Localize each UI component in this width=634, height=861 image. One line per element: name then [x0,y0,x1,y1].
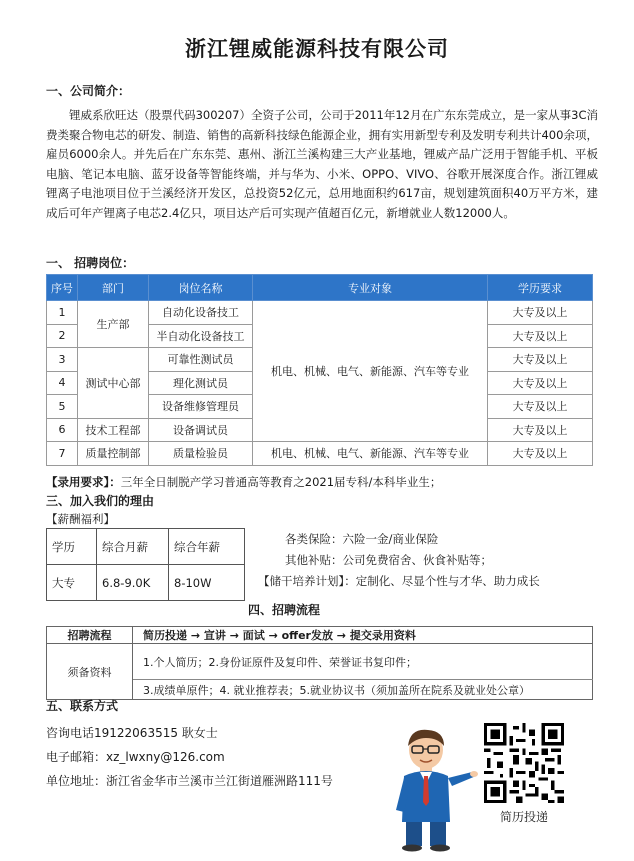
join-heading: 三、加入我们的理由 [46,494,155,508]
table-row [47,301,593,325]
edu-cell: 大专及以上 [488,348,593,372]
dept-cell: 技术工程部 [78,418,149,442]
position-cell: 可靠性测试员 [149,348,253,372]
dept-cell: 测试中心部 [78,348,149,419]
table-row [47,565,245,601]
salary-header-edu: 学历 [47,529,97,565]
major-cell: 机电、机械、电气、新能源、汽车等专业 [253,442,488,466]
row-no: 5 [47,395,78,419]
row-no: 7 [47,442,78,466]
materials-line-1: 1.个人简历；2.身份证原件及复印件、荣誉证书复印件； [133,644,593,680]
position-cell: 质量检验员 [149,442,253,466]
edu-cell: 大专及以上 [488,395,593,419]
allowance-text: 其他补贴：公司免费宿舍、伙食补贴等； [285,553,492,567]
training-label: 【储干培养计划】 [258,574,345,588]
col-header-dept: 部门 [78,275,149,301]
intro-heading: 一、公司简介： [46,84,131,98]
table-row [47,442,593,466]
salary-header-annual: 综合年薪 [169,529,245,565]
row-no: 1 [47,301,78,325]
dept-cell: 生产部 [78,301,149,348]
major-cell: 机电、机械、电气、新能源、汽车等专业 [253,301,488,442]
salary-edu: 大专 [47,565,97,601]
dept-cell: 质量控制部 [78,442,149,466]
edu-cell: 大专及以上 [488,301,593,325]
welfare-label: 【薪酬福利】 [46,512,115,526]
edu-cell: 大专及以上 [488,418,593,442]
qr-label: 简历投递 [499,810,548,824]
row-no: 4 [47,371,78,395]
jobs-header-row [47,275,593,301]
materials-label: 须备资料 [47,644,133,700]
contact-phone: 咨询电话19122063515 耿女士 [46,726,218,740]
position-cell: 自动化设备技工 [149,301,253,325]
contact-address: 单位地址：浙江省金华市兰溪市兰江街道雁洲路111号 [46,774,333,788]
row-no: 3 [47,348,78,372]
process-heading: 四、招聘流程 [248,603,321,617]
requirement-text: 三年全日制脱产学习普通高等教育之2021届专科/本科毕业生； [120,475,442,489]
requirement-label: 【录用要求】： [46,475,121,489]
position-cell: 设备调试员 [149,418,253,442]
position-cell: 设备维修管理员 [149,395,253,419]
insurance-text: 各类保险：六险一金/商业保险 [285,532,439,546]
col-header-major: 专业对象 [253,275,488,301]
row-no: 2 [47,324,78,348]
position-cell: 半自动化设备技工 [149,324,253,348]
contact-email: 电子邮箱：xz_lwxny@126.com [46,750,225,764]
process-label: 招聘流程 [47,627,133,644]
table-row [47,529,245,565]
contact-heading: 五、联系方式 [46,699,119,713]
materials-line-2: 3.成绩单原件；4. 就业推荐表；5.就业协议书（须加盖所在院系及就业处公章） [133,680,593,700]
col-header-edu: 学历要求 [488,275,593,301]
process-table [46,626,593,700]
presenter-illustration [386,726,478,852]
edu-cell: 大专及以上 [488,442,593,466]
salary-header-monthly: 综合月薪 [97,529,169,565]
salary-monthly: 6.8-9.0K [97,565,169,601]
table-row [47,627,593,644]
table-row [47,644,593,680]
salary-table [46,528,245,601]
salary-annual: 8-10W [169,565,245,601]
qr-code [484,723,564,803]
row-no: 6 [47,418,78,442]
requirement-line [46,474,441,490]
edu-cell: 大专及以上 [488,371,593,395]
jobs-heading: 一、 招聘岗位： [46,256,135,270]
jobs-table [46,274,593,466]
edu-cell: 大专及以上 [488,324,593,348]
process-steps: 简历投递 → 宣讲 → 面试 → offer发放 → 提交录用资料 [133,627,593,644]
training-text: ：定制化、尽显个性与才华、助力成长 [344,574,540,588]
intro-paragraph: 锂威系欣旺达（股票代码300207）全资子公司，公司于2011年12月在广东东莞成立，是一家从事3C消费类聚合物电芯的研发、制造、销售的高新科技绿色能源企业，拥有实用新型专利及发明专利共计400余项，雇员6000余人。并先后在广东东莞、惠州、浙江兰溪构建三大产业基地，锂威产品广泛用于智能手机、平板电脑、笔记本电脑、蓝牙设备等智能终端，并与华为、小米、OPPO、VIVO、谷歌开展深度合作。浙江锂威锂离子电池项目位于兰溪经济开发区，总投资52亿元，总用地面积约617亩，规划建筑面积40万平方米，建成后可年产锂离子电芯2.4亿只，项目达产后可实现产值超百亿元，新增就业人数12000人。 [46,108,598,220]
page-title: 浙江锂威能源科技有限公司 [185,37,449,61]
training-line [258,573,540,589]
col-header-no: 序号 [47,275,78,301]
position-cell: 理化测试员 [149,371,253,395]
col-header-position: 岗位名称 [149,275,253,301]
